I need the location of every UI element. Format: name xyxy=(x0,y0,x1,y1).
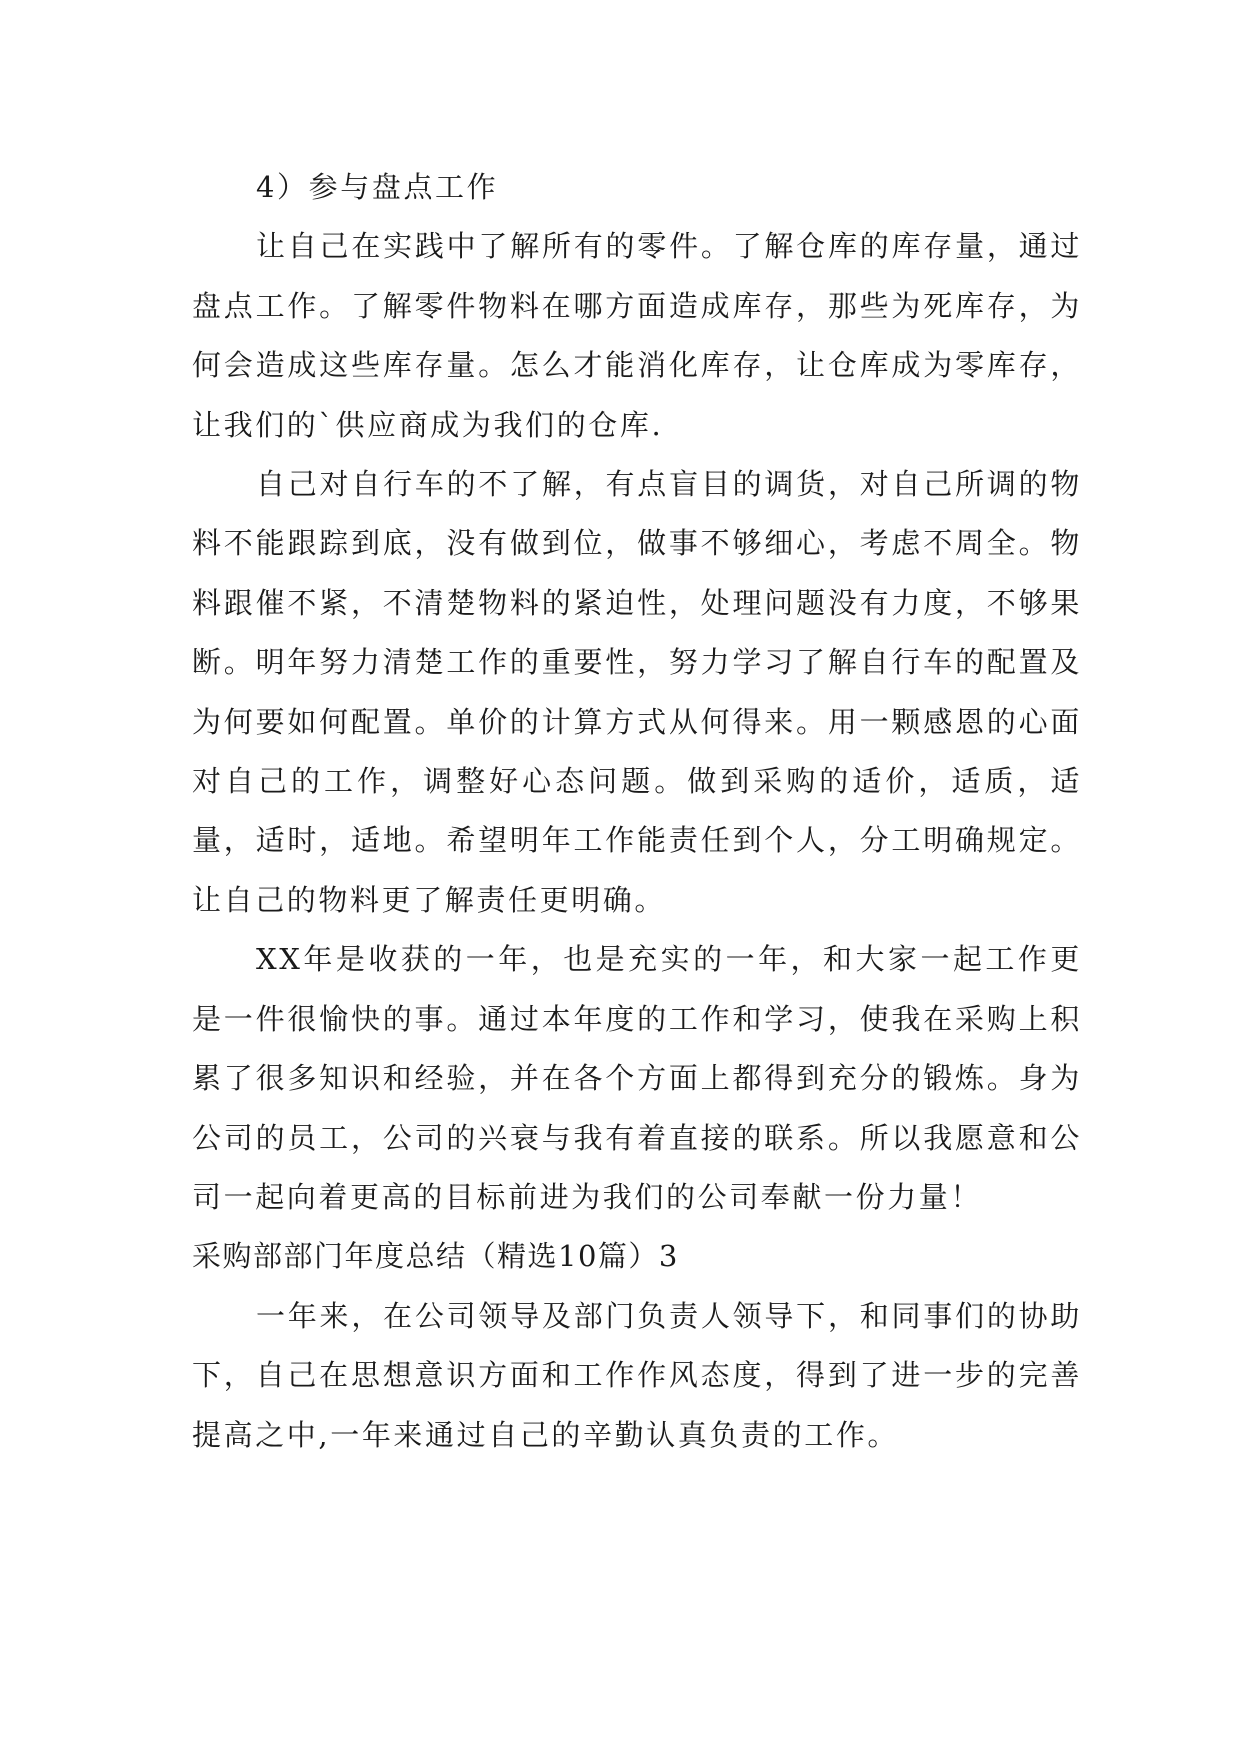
paragraph-inventory-details: 让自己在实践中了解所有的零件。了解仓库的库存量，通过盘点工作。了解零件物料在哪方面造成库存，那些为死库存，为何会造成这些库存量。怎么才能消化库存，让仓库成为零库存，让我们的`供应商成为我们的仓库. xyxy=(192,229,1082,442)
paragraph-year-review: 一年来，在公司领导及部门负责人领导下，和同事们的协助下，自己在思想意识方面和工作作风态度，得到了进一步的完善提高之中,一年来通过自己的辛勤认真负责的工作。 xyxy=(192,1298,1082,1452)
section-heading: 采购部部门年度总结（精选10篇）3 xyxy=(192,1239,679,1274)
paragraph-year-summary: XX年是收获的一年，也是充实的一年，和大家一起工作更是一件很愉快的事。通过本年度的工作和学习，使我在采购上积累了很多知识和经验，并在各个方面上都得到充分的锻炼。身为公司的员工，公司的兴衰与我有着直接的联系。所以我愿意和公司一起向着更高的目标前进为我们的公司奉献一份力量！ xyxy=(192,942,1082,1214)
paragraph-self-reflection: 自己对自行车的不了解，有点盲目的调货，对自己所调的物料不能跟踪到底，没有做到位，做事不够细心，考虑不周全。物料跟催不紧，不清楚物料的紧迫性，处理问题没有力度，不够果断。明年努力清楚工作的重要性，努力学习了解自行车的配置及为何要如何配置。单价的计算方式从何得来。用一颗感恩的心面对自己的工作，调整好心态问题。做到采购的适价，适质，适量，适时，适地。希望明年工作能责任到个人，分工明确规定。让自己的物料更了解责任更明确。 xyxy=(192,467,1082,917)
document-body xyxy=(192,158,1082,1465)
paragraph-inventory-task: 4）参与盘点工作 xyxy=(256,170,499,204)
